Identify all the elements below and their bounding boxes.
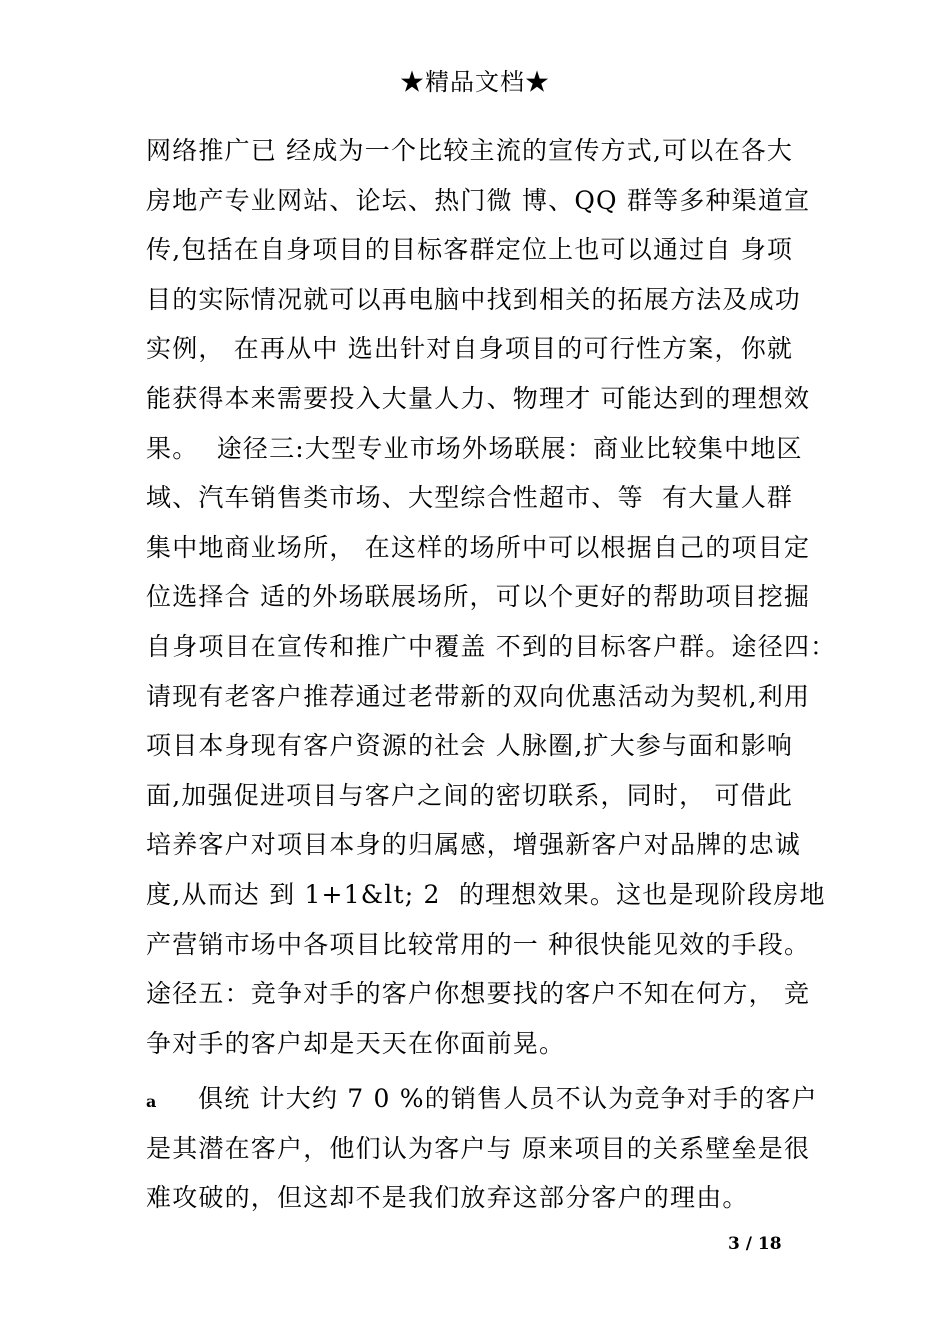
text-line: 请现有老客户推荐通过老带新的双向优惠活动为契机,利用 — [146, 681, 811, 711]
text-line: 果。 途径三:大型专业市场外场联展：商业比较集中地区 — [146, 433, 803, 463]
text-line: 位选择合 适的外场联展场所，可以个更好的帮助项目挖掘 — [146, 582, 811, 612]
text-line: 能获得本来需要投入大量人力、物理才 可能达到的理想效 — [146, 383, 811, 413]
text-line: 域、汽车销售类市场、大型综合性超市、等 有大量人群 — [146, 483, 794, 513]
text-line: 集中地商业场所， 在这样的场所中可以根据自己的项目定 — [146, 532, 811, 562]
text-line: 是其潜在客户，他们认为客户与 原来项目的关系壁垒是很 — [146, 1133, 811, 1163]
text-line: 争对手的客户却是天天在你面前晃。 — [146, 1028, 566, 1058]
text-line: 房地产专业网站、论坛、热门微 博、QQ 群等多种渠道宣 — [146, 185, 811, 215]
bullet-mark: a — [146, 1092, 158, 1112]
text-line: 项目本身现有客户资源的社会 人脉圈,扩大参与面和影响 — [146, 731, 794, 761]
text-line: 网络推广已 经成为一个比较主流的宣传方式,可以在各大 — [146, 136, 794, 165]
bullet-text: 俱统 计大约 7 0 %的销售人员不认为竞争对手的客户 — [198, 1084, 818, 1114]
page-number: 3 / 18 — [728, 1234, 782, 1254]
text-line: 产营销市场中各项目比较常用的一 种很快能见效的手段。 — [146, 929, 811, 959]
text-line: 难攻破的，但这却不是我们放弃这部分客户的理由。 — [146, 1183, 749, 1213]
text-line: 途径五：竞争对手的客户你想要找的客户不知在何方， 竞 — [146, 979, 811, 1009]
text-line: 目的实际情况就可以再电脑中找到相关的拓展方法及成功 — [146, 284, 802, 314]
bullet-first-line — [146, 1074, 816, 1124]
text-line: 度,从而达 到 1+1&lt; 2 的理想效果。这也是现阶段房地 — [146, 879, 826, 909]
text-line: 自身项目在宣传和推广中覆盖 不到的目标客户群。途径四： — [146, 631, 837, 661]
text-line: 传,包括在自身项目的目标客群定位上也可以通过自 身项 — [146, 235, 794, 265]
text-line: 培养客户对项目本身的归属感，增强新客户对品牌的忠诚 — [146, 830, 802, 860]
document-body — [146, 126, 837, 1223]
text-line: 面,加强促进项目与客户之间的密切联系，同时， 可借此 — [146, 780, 794, 810]
page-header-title: ★精品文档★ — [400, 68, 550, 96]
text-line: 实例， 在再从中 选出针对自身项目的可行性方案，你就 — [146, 334, 794, 364]
